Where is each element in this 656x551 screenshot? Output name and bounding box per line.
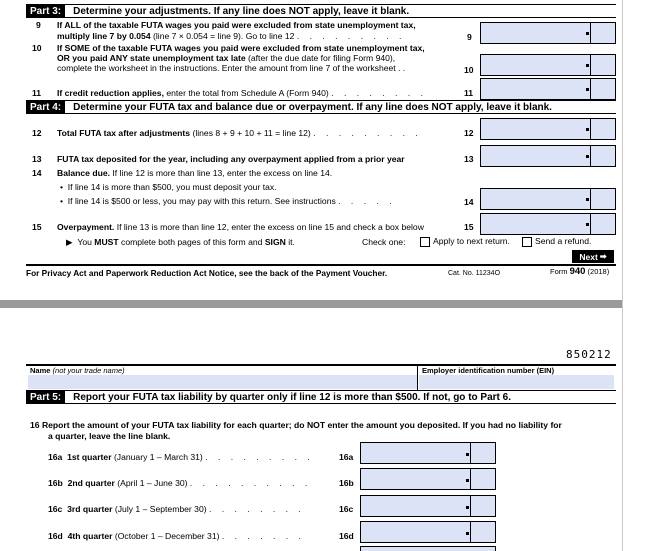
part3-label: Part 3: [26, 5, 65, 17]
q4-amount-field[interactable] [360, 521, 496, 543]
name-field[interactable] [28, 375, 417, 389]
line10-detail: (after the due date for filing Form 940), [248, 53, 396, 63]
form-page-2 [0, 320, 622, 551]
line15-bold: Overpayment. [57, 222, 115, 232]
q3-amount-field[interactable] [360, 495, 496, 517]
send-refund-checkbox[interactable] [522, 237, 532, 247]
line10-worksheet: complete the worksheet in the instructions. Enter the amount from line 7 of the worksheet [57, 63, 396, 73]
cat-number: Cat. No. 11234O [448, 270, 501, 277]
total-liability-field-partial[interactable] [360, 546, 496, 551]
apply-next-return-label: Apply to next return. [433, 236, 510, 246]
q3-ref: 16c [339, 504, 354, 514]
q2-ref: 16b [339, 478, 354, 488]
form-number: 940 [569, 266, 586, 277]
send-refund-option[interactable] [522, 236, 591, 247]
part5-label: Part 5: [26, 391, 65, 403]
q4-label: 16d 4th quarter (October 1 – December 31) . . . . . . . [48, 531, 305, 541]
q3-name: 3rd quarter [67, 504, 113, 514]
ein-label: Employer identification number (EIN) [422, 366, 555, 375]
q4-num: 16d [48, 531, 63, 541]
line15-sign-note: ▶ You MUST complete both pages of this form and SIGN it. [66, 237, 295, 247]
line12-bold: Total FUTA tax after adjustments [57, 128, 191, 138]
line15-text [57, 222, 424, 232]
line16-text1: 16 Report the amount of your FUTA tax liability for each quarter; do NOT enter the amount you deposited. If you had no liability for [30, 420, 562, 430]
name-hint: (not your trade name) [52, 366, 125, 375]
line10-number: 10 [32, 43, 42, 53]
line10-text1: If SOME of the taxable FUTA wages you paid were excluded from state unemployment tax, [57, 43, 425, 53]
line10-ref: 10 [464, 65, 474, 75]
page-gap [0, 308, 656, 320]
q4-range: (October 1 – December 31) [114, 531, 220, 541]
line10-text3: complete the worksheet in the instructions. Enter the amount from line 7 of the worksheet . . [57, 63, 406, 73]
q1-num: 16a [48, 452, 63, 462]
line11-ref: 11 [464, 88, 474, 98]
line13-number: 13 [32, 154, 42, 164]
part3-title: Determine your adjustments. If any line does NOT apply, leave it blank. [73, 5, 410, 17]
form-id [550, 267, 609, 277]
line10-bold: OR you paid ANY state unemployment tax late [57, 53, 246, 63]
form-code: 850212 [566, 348, 612, 361]
part4-label: Part 4: [26, 101, 65, 113]
line12-amount-field[interactable] [480, 118, 616, 140]
viewer-right-margin [622, 0, 656, 551]
q2-range: (April 1 – June 30) [117, 478, 188, 488]
line10-text2 [57, 53, 395, 63]
part5-header [26, 390, 616, 404]
line11-amount-field[interactable] [480, 78, 616, 100]
q4-name: 4th quarter [67, 531, 113, 541]
note-pre: You [77, 237, 95, 247]
privacy-notice: For Privacy Act and Paperwork Reduction Act Notice, see the back of the Payment Voucher. [26, 268, 388, 278]
note-sign: SIGN [264, 237, 286, 247]
line15-number: 15 [32, 222, 42, 232]
line14-bullet2: • If line 14 is $500 or less, you may pay with this return. See instructions . . . . . [60, 196, 396, 206]
ein-field[interactable] [419, 375, 614, 389]
line12-ref: 12 [464, 128, 474, 138]
part3-header [26, 4, 616, 18]
q3-num: 16c [48, 504, 63, 514]
line11-bold: If credit reduction applies, [57, 88, 164, 98]
line14-bold: Balance due. [57, 168, 111, 178]
next-label: Next [579, 251, 598, 262]
q2-label: 16b 2nd quarter (April 1 – June 30) . . . . . . . . . . [48, 478, 312, 488]
name-ein-divider [417, 364, 418, 390]
line13-ref: 13 [464, 154, 474, 164]
note-mid: complete both pages of this form and [118, 237, 265, 247]
line16-text2: a quarter, leave the line blank. [48, 431, 171, 441]
part4-header [26, 100, 616, 114]
apply-next-return-checkbox[interactable] [420, 237, 430, 247]
form-prefix: Form [550, 267, 568, 276]
line9-ref: 9 [467, 32, 472, 42]
line14-bullet1-text: If line 14 is more than $500, you must deposit your tax. [67, 182, 277, 192]
note-post: it. [285, 237, 295, 247]
line14-text [57, 168, 332, 178]
line15-ref: 15 [464, 222, 474, 232]
q2-num: 16b [48, 478, 63, 488]
line14-bullet1: • If line 14 is more than $500, you must deposit your tax. [60, 182, 277, 192]
line13-text [57, 154, 405, 164]
part5-title: Report your FUTA tax liability by quarter only if line 12 is more than $500. If not, go to Part 6. [73, 391, 511, 403]
line12-number: 12 [32, 128, 42, 138]
arrow-right-icon: ➡ [599, 252, 607, 261]
line14-number: 14 [32, 168, 42, 178]
name-label-text: Name [30, 366, 51, 375]
q1-amount-field[interactable] [360, 442, 496, 464]
line11-number: 11 [32, 88, 42, 98]
line9-number: 9 [36, 20, 41, 30]
line11-detail: enter the total from Schedule A (Form 940) [166, 88, 329, 98]
line15-detail: If line 13 is more than line 12, enter the excess on line 15 and check a box below [116, 222, 424, 232]
page-separator [0, 300, 656, 308]
q4-ref: 16d [339, 531, 354, 541]
note-must: MUST [94, 237, 119, 247]
line13-amount-field[interactable] [480, 145, 616, 167]
line13-bold: FUTA tax deposited for the year, including any overpayment applied from a prior year [57, 154, 405, 164]
part4-title: Determine your FUTA tax and balance due or overpayment. If any line does NOT apply, leave it blank. [73, 101, 552, 113]
q1-ref: 16a [339, 452, 354, 462]
line9-bold: multiply line 7 by 0.054 [57, 31, 151, 41]
q1-range: (January 1 – March 31) [113, 452, 203, 462]
q3-range: (July 1 – September 30) [114, 504, 207, 514]
apply-next-return-option[interactable] [420, 236, 510, 247]
next-button[interactable] [572, 250, 614, 263]
line9-text2: multiply line 7 by 0.054 (line 7 × 0.054 = line 9). Go to line 12 . . . . . . . . . [57, 31, 406, 41]
q2-name: 2nd quarter [67, 478, 115, 488]
send-refund-label: Send a refund. [535, 236, 592, 246]
q1-label: 16a 1st quarter (January 1 – March 31) . . . . . . . . . [48, 452, 314, 462]
line10-amount-field[interactable] [480, 54, 616, 76]
line9-detail: (line 7 × 0.054 = line 9). Go to line 12 [153, 31, 295, 41]
line12-detail: (lines 8 + 9 + 10 + 11 = line 12) [192, 128, 311, 138]
q2-amount-field[interactable] [360, 468, 496, 490]
line9-amount-field[interactable] [480, 22, 616, 44]
line14-amount-field[interactable] [480, 188, 616, 210]
check-one-label: Check one: [362, 237, 406, 247]
q1-name: 1st quarter [67, 452, 112, 462]
line15-amount-field[interactable] [480, 213, 616, 235]
line12-text: Total FUTA tax after adjustments (lines 8 + 9 + 10 + 11 = line 12) . . . . . . . . . [57, 128, 422, 138]
form-year: (2018) [587, 267, 610, 276]
line14-detail: If line 12 is more than line 13, enter the excess on line 14. [112, 168, 333, 178]
footer-rule [26, 264, 616, 266]
line14-ref: 14 [464, 197, 474, 207]
line14-bullet2-text: If line 14 is $500 or less, you may pay with this return. See instructions [67, 196, 336, 206]
line11-text: If credit reduction applies, enter the total from Schedule A (Form 940) . . . . . . . . [57, 88, 427, 98]
line9-text1: If ALL of the taxable FUTA wages you paid were excluded from state unemployment tax, [57, 20, 416, 30]
q3-label: 16c 3rd quarter (July 1 – September 30) . . . . . . . . [48, 504, 305, 514]
